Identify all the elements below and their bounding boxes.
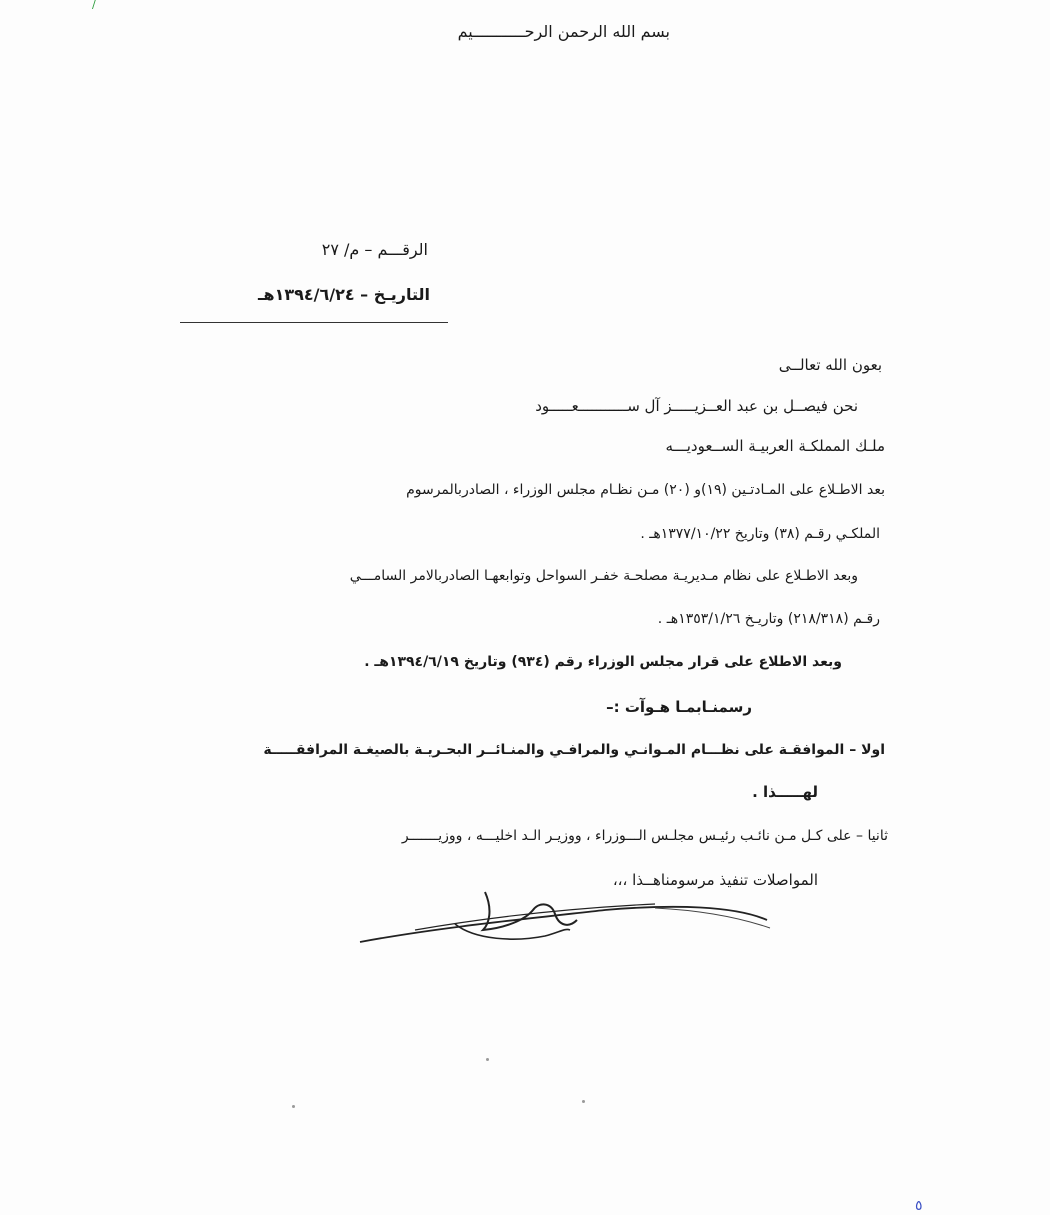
header-underline bbox=[180, 322, 448, 323]
invocation: بعون الله تعالــى bbox=[778, 356, 882, 374]
issuer-title: ملـك المملكـة العربيـة الســعوديـــه bbox=[665, 437, 885, 455]
corner-mark-icon: ∕ bbox=[92, 0, 96, 11]
paragraph-2-line-1: وبعد الاطـلاع على نظام مـديريـة مصلحـة خفـر السواحل وتوابعهـا الصادربالامر السامـــي bbox=[349, 568, 858, 584]
document-number: الرقـــم – م/ ٢٧ bbox=[321, 240, 428, 259]
article-1-line-1: اولا – الموافقـة على نظـــام المـوانـي والمرافـي والمنـائــر البحـريـة بالصيغـة المرافقـــــة bbox=[263, 742, 885, 758]
decree-intro: رسمنـابمـا هـوآت :– bbox=[606, 698, 752, 716]
paper-speck bbox=[582, 1100, 585, 1103]
article-2-line-1: ثانيا – على كـل مـن نائـب رئيـس مجلـس الـــوزراء ، ووزيـر الـد اخليـــه ، ووزيـــــــر bbox=[401, 828, 888, 844]
paper-speck bbox=[292, 1105, 295, 1108]
basmala: بسم الله الرحمن الرحـــــــــــيم bbox=[457, 22, 670, 41]
paper-speck bbox=[486, 1058, 489, 1061]
article-1-line-2: لهـــــذا . bbox=[752, 783, 818, 801]
article-2-line-2: المواصلات تنفيذ مرسومناهــذا ،،، bbox=[612, 871, 818, 889]
paragraph-2-line-2: رقـم (٢١٨/٣١٨) وتاريـخ ١٣٥٣/١/٢٦هـ . bbox=[657, 611, 880, 627]
royal-signature bbox=[355, 880, 775, 950]
page-number: ٥ bbox=[915, 1198, 923, 1214]
paragraph-3: وبعد الاطلاع على قرار مجلس الوزراء رقم (٩٣٤) وتاريخ ١٣٩٤/٦/١٩هـ . bbox=[364, 654, 842, 670]
paragraph-1-line-1: بعد الاطـلاع على المـادتـين (١٩)و (٢٠) مـن نظـام مجلس الوزراء ، الصادربالمرسوم bbox=[406, 482, 885, 498]
issuer-name: نحن فيصــل بن عبد العــزيـــــز آل ســـــــــــعـــــود bbox=[535, 397, 858, 415]
document-date: التاريـخ – ١٣٩٤/٦/٢٤هـ bbox=[258, 285, 430, 304]
paragraph-1-line-2: الملكـي رقـم (٣٨) وتاريخ ١٣٧٧/١٠/٢٢هـ . bbox=[640, 526, 880, 542]
